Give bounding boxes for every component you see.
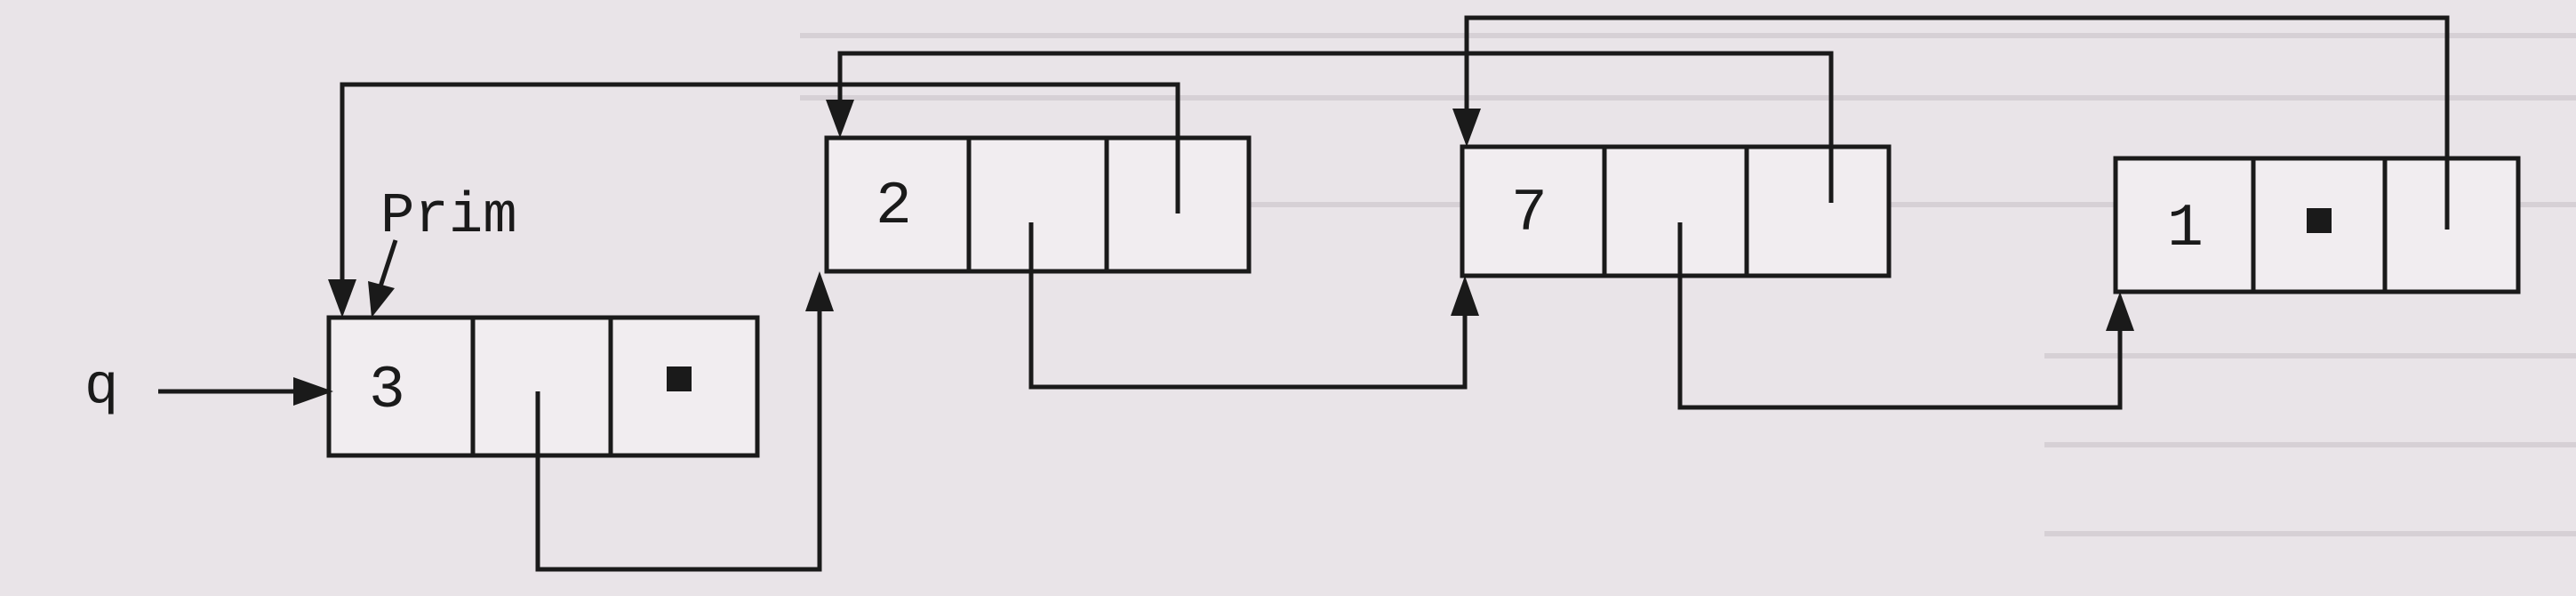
node-1 (329, 318, 757, 455)
node-3-link-cell (1747, 147, 1889, 276)
prim-label: Prim (380, 185, 517, 249)
node-4 (2116, 158, 2518, 292)
node-3-next-cell (1604, 147, 1747, 276)
node-1-value: 3 (369, 357, 405, 425)
null-pointer-icon (2307, 208, 2332, 233)
node-3-value: 7 (1511, 180, 1548, 248)
null-pointer-icon (667, 366, 692, 391)
node-2-next-cell (969, 138, 1107, 271)
node-3 (1462, 147, 1889, 276)
node-2 (827, 138, 1249, 271)
node-4-value: 1 (2167, 195, 2204, 263)
q-pointer-arrow (158, 377, 333, 406)
prim-pointer-arrow (368, 240, 396, 318)
node-1-next-cell (473, 318, 611, 455)
node-4-link-cell (2385, 158, 2518, 292)
q-label: q (84, 356, 119, 420)
node-2-value: 2 (876, 173, 912, 241)
